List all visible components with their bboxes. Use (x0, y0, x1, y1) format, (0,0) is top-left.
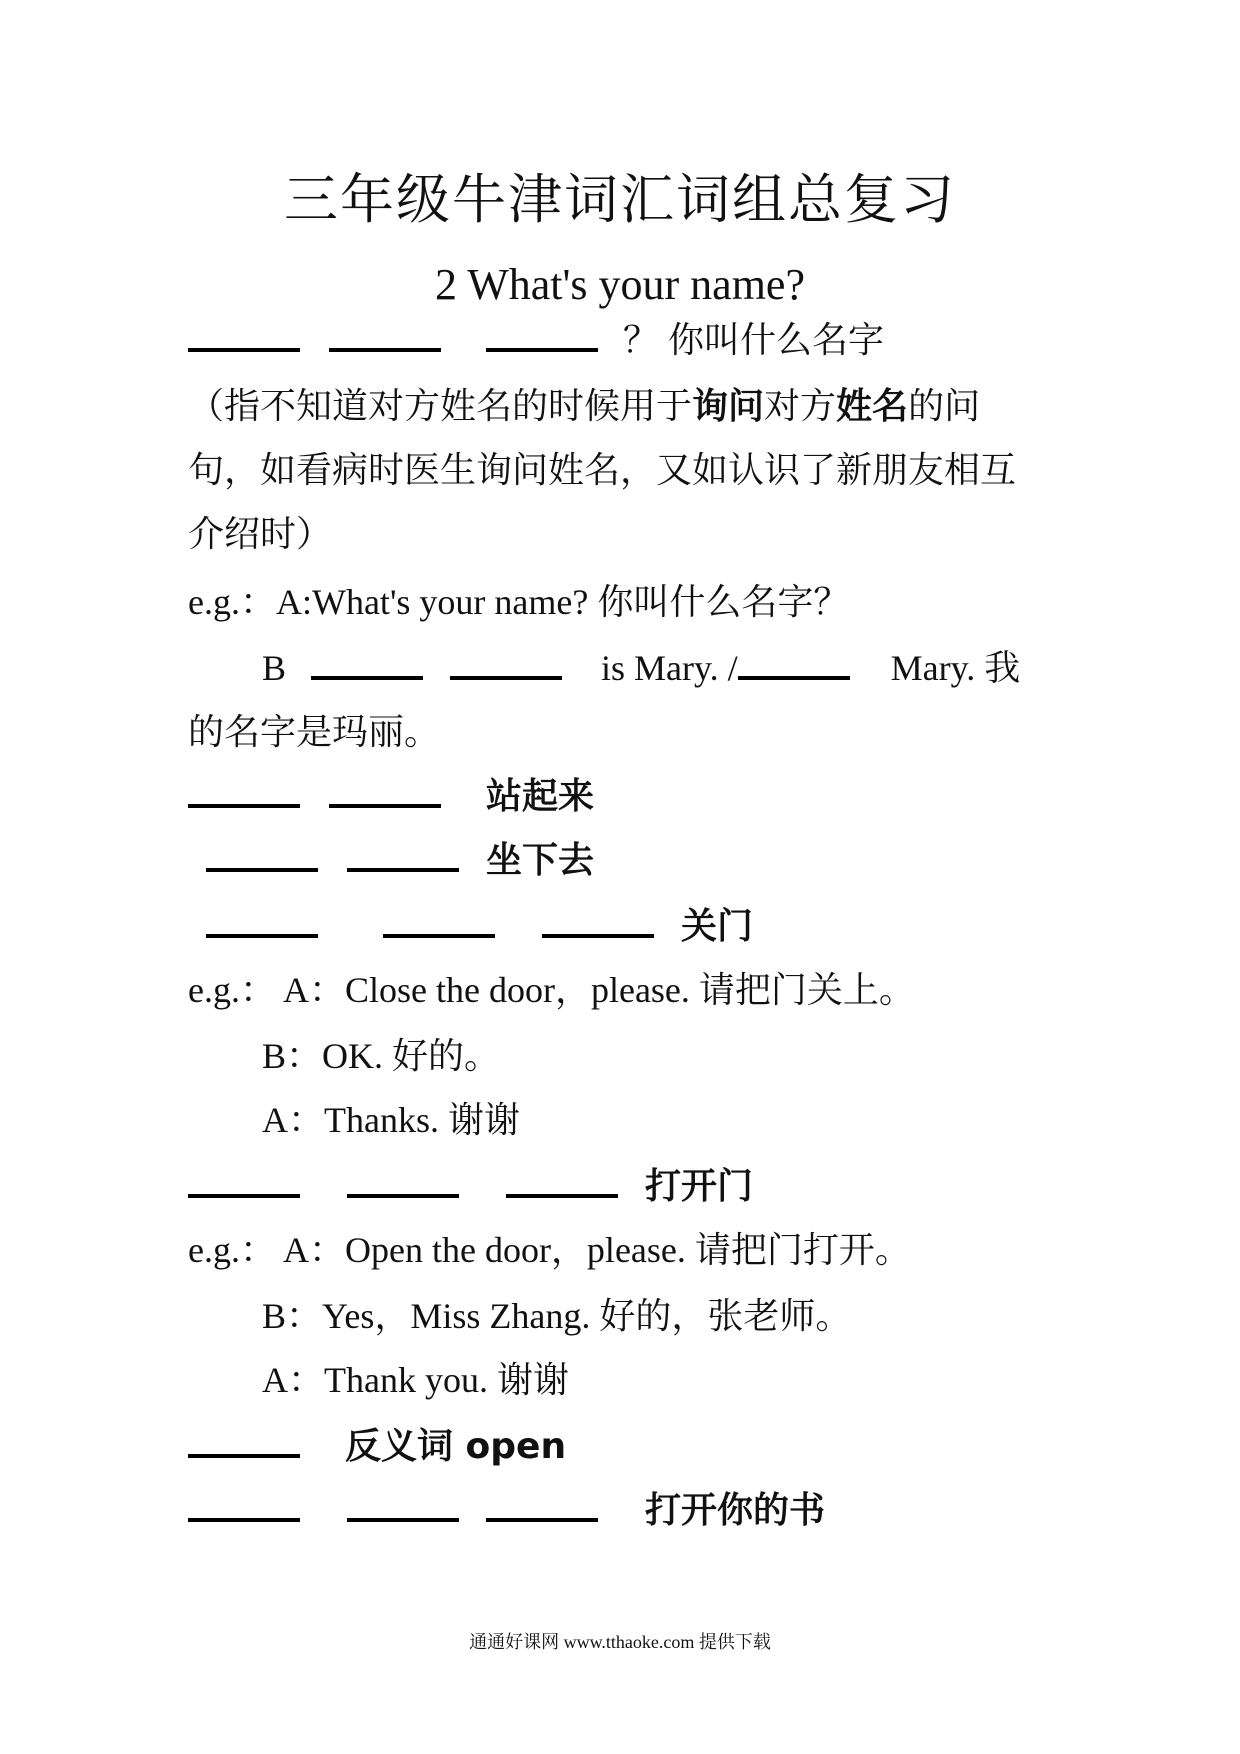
blank (206, 862, 318, 872)
phrase-antonym (188, 1424, 566, 1469)
blank (486, 342, 598, 352)
blank (311, 670, 423, 680)
example-3-c: A：Thank you. 谢谢 (262, 1360, 569, 1400)
example-1-b-cont: 的名字是玛丽。 (188, 712, 441, 752)
blank (188, 1512, 300, 1522)
example-1-b (262, 646, 1020, 690)
example-2-a: e.g.： A：Close the door，please. 请把门关上。 (188, 970, 915, 1010)
blank (329, 798, 441, 808)
example-3-a: e.g.： A：Open the door，please. 请把门打开。 (188, 1230, 911, 1270)
phrase-open-book (188, 1488, 825, 1533)
note-text: 对方 (764, 386, 837, 426)
blank (188, 1188, 300, 1198)
blank (188, 1448, 300, 1458)
blank (486, 1512, 598, 1522)
note-line-2: 句，如看病时医生询问姓名，又如认识了新朋友相互 (188, 450, 1017, 490)
example-1-a: e.g.：A:What's your name? 你叫什么名字？ (188, 582, 850, 622)
note-line-3: 介绍时） (188, 514, 333, 554)
blank (188, 342, 300, 352)
phrase-stand-up (188, 774, 594, 819)
example-text: Mary. 我 (890, 648, 1021, 688)
note-line-1 (188, 384, 1058, 429)
footer-source: 通通好课网 www.tthaoke.com 提供下载 (469, 1632, 771, 1652)
blank (506, 1188, 618, 1198)
blank (329, 342, 441, 352)
phrase-meaning: 关门 (681, 906, 754, 947)
blank (206, 928, 318, 938)
phrase-meaning: 站起来 (486, 776, 595, 817)
note-emphasis: 询问 (692, 386, 765, 427)
example-2-c: A：Thanks. 谢谢 (262, 1100, 520, 1140)
note-text: 的问 (908, 386, 981, 426)
page-subtitle: 2 What's your name? (434, 260, 805, 309)
blank (347, 1188, 459, 1198)
phrase-sit-down (206, 838, 594, 883)
blank (738, 670, 850, 680)
phrase-close-door (206, 904, 753, 949)
question-whats-your-name (188, 318, 884, 362)
phrase-open-door (188, 1164, 753, 1209)
blank (188, 798, 300, 808)
example-text: is Mary. / (601, 648, 738, 688)
phrase-meaning: 打开门 (645, 1166, 754, 1207)
blank (542, 928, 654, 938)
phrase-meaning: 坐下去 (486, 840, 595, 881)
page-title: 三年级牛津词汇词组总复习 (284, 170, 956, 230)
phrase-meaning: 打开你的书 (645, 1490, 826, 1531)
example-3-b: B：Yes，Miss Zhang. 好的，张老师。 (262, 1296, 852, 1336)
blank (347, 862, 459, 872)
note-text: （指不知道对方姓名的时候用于 (188, 386, 693, 426)
example-2-b: B：OK. 好的。 (262, 1036, 501, 1076)
phrase-meaning: 反义词 open (345, 1426, 567, 1467)
speaker-label: B (262, 648, 287, 688)
note-emphasis: 姓名 (836, 386, 909, 427)
blank (450, 670, 562, 680)
blank (383, 928, 495, 938)
question-meaning: ？ 你叫什么名字 (623, 320, 885, 360)
blank (347, 1512, 459, 1522)
